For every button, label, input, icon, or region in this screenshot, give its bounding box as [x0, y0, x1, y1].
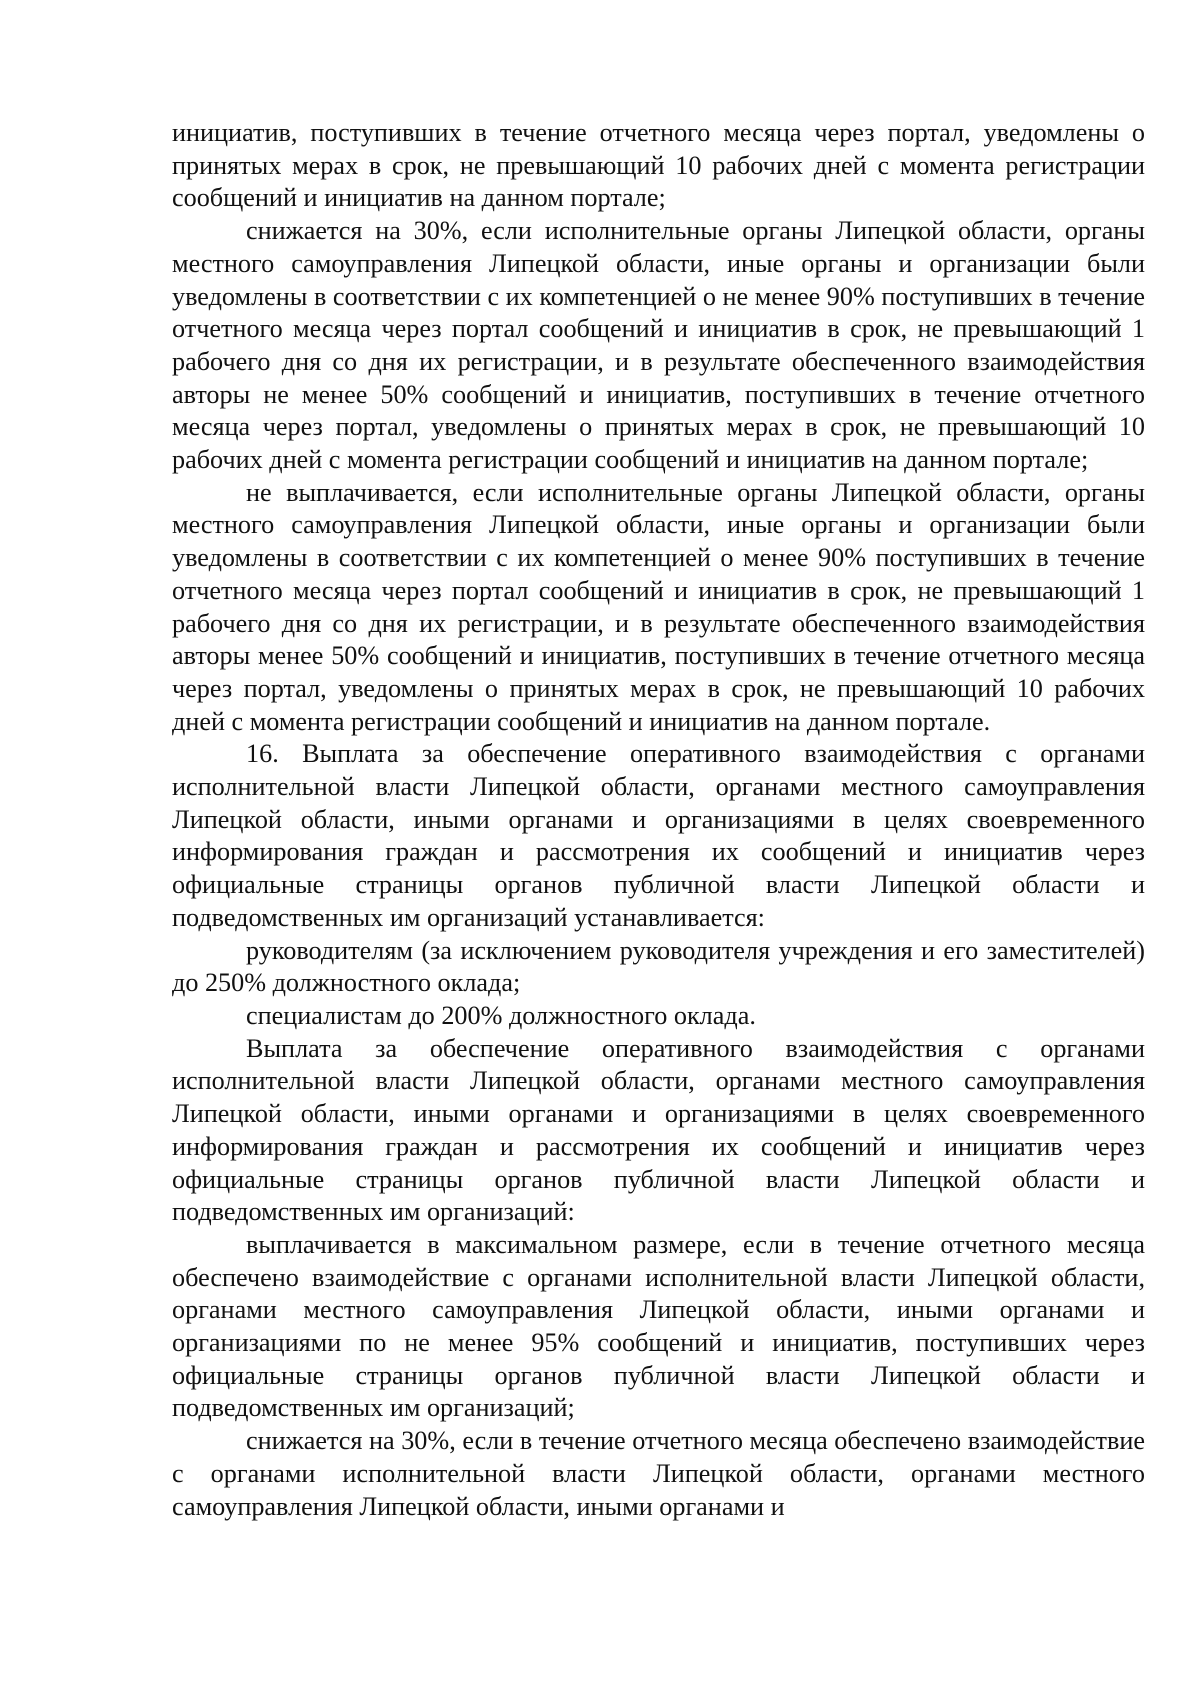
- paragraph-specialists-rate: специалистам до 200% должностного оклада.: [246, 1000, 756, 1030]
- paragraph-max-payment: выплачивается в максимальном размере, если в течение отчетного месяца обеспечено взаимодействие с органами исполнительной власти Липецкой области, органами местного самоуправления Липецкой области, иными органами и организациями по не менее 95% сообщений и инициатив, поступивших через официальные страницы органов публичной власти Липецкой области и подведомственных им организаций;: [172, 1229, 1145, 1423]
- paragraph-continuation: инициатив, поступивших в течение отчетного месяца через портал, уведомлены о принятых мерах в срок, не превышающий 10 рабочих дней с момента регистрации сообщений и инициатив на данном портале;: [172, 118, 1145, 213]
- paragraph-reduced-30-portal: снижается на 30%, если исполнительные органы Липецкой области, органы местного самоуправления Липецкой области, иные органы и организации были уведомлены в соответствии с их компетенцией о не менее 90% поступивших в течение отчетного месяца через портал сообщений и инициатив в срок, не превышающий 1 рабочего дня со дня их регистрации, и в результате обеспеченного взаимодействия авторы не менее 50% сообщений и инициатив, поступивших в течение отчетного месяца через портал, уведомлены о принятых мерах в срок, не превышающий 10 рабочих дней с момента регистрации сообщений и инициатив на данном портале;: [172, 216, 1145, 475]
- paragraph-clause-16: 16. Выплата за обеспечение оперативного взаимодействия с органами исполнительной власти Липецкой области, органами местного самоуправления Липецкой области, иными органами и организациями в целях своевременного информирования граждан и рассмотрения их сообщений и инициатив через официальные страницы органов публичной власти Липецкой области и подведомственных им организаций устанавливается:: [172, 739, 1145, 932]
- paragraph-managers-rate: руководителям (за исключением руководителя учреждения и его заместителей) до 250% должностного оклада;: [172, 935, 1145, 998]
- paragraph-not-paid-portal: не выплачивается, если исполнительные органы Липецкой области, органы местного самоуправления Липецкой области, иные органы и организации были уведомлены в соответствии с их компетенцией о менее 90% поступивших в течение отчетного месяца через портал сообщений и инициатив в срок, не превышающий 1 рабочего дня со дня их регистрации, и в результате обеспеченного взаимодействия авторы менее 50% сообщений и инициатив, поступивших в течение отчетного месяца через портал, уведомлены о принятых мерах в срок, не превышающий 10 рабочих дней с момента регистрации сообщений и инициатив на данном портале.: [172, 477, 1145, 736]
- document-page: [172, 117, 1145, 1523]
- paragraph-reduced-30-official-pages: снижается на 30%, если в течение отчетного месяца обеспечено взаимодействие с органами исполнительной власти Липецкой области, органами местного самоуправления Липецкой области, иными органами и: [172, 1426, 1145, 1521]
- paragraph-payment-official-pages: Выплата за обеспечение оперативного взаимодействия с органами исполнительной власти Липецкой области, органами местного самоуправления Липецкой области, иными органами и организациями в целях своевременного информирования граждан и рассмотрения их сообщений и инициатив через официальные страницы органов публичной власти Липецкой области и подведомственных им организаций:: [172, 1033, 1145, 1227]
